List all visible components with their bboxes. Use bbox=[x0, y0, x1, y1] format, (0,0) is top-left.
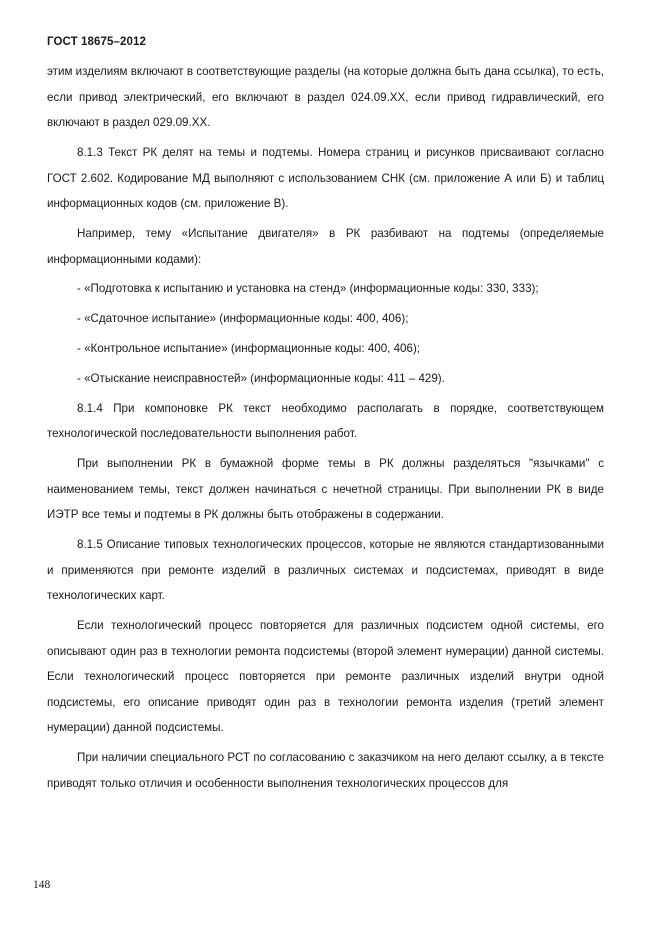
paragraph-clause-8-1-4: 8.1.4 При компоновке РК текст необходимо располагать в порядке, соответствующем технологической последовательности выполнения работ. bbox=[47, 401, 604, 441]
paragraph-repeated-process: Если технологический процесс повторяется для различных подсистем одной системы, его описывают один раз в технологии ремонта подсистемы (второй элемент нумерации) данной системы. Если технологический процесс повторяется при ремонте различных изделий внутри одной подсистемы, его описание приводят один раз в технологии ремонта изделия (третий элемент нумерации) данной подсистемы. bbox=[47, 619, 604, 735]
document-body bbox=[47, 59, 604, 796]
paragraph-example: Например, тему «Испытание двигателя» в РК разбивают на подтемы (определяемые информационными кодами): bbox=[47, 227, 604, 266]
paragraph-special-rst: При наличии специального РСТ по согласованию с заказчиком на него делают ссылку, а в тексте приводят только отличия и особенности выполнения технологических процессов для bbox=[47, 751, 604, 790]
list-item: - «Контрольное испытание» (информационные коды: 400, 406); bbox=[77, 341, 421, 355]
paragraph-clause-8-1-5: 8.1.5 Описание типовых технологических процессов, которые не являются стандартизованными и применяются при ремонте изделий в различных системах и подсистемах, приводят в виде технологических карт. bbox=[47, 538, 604, 603]
list-item: - «Сдаточное испытание» (информационные коды: 400, 406); bbox=[77, 312, 409, 326]
document-header: ГОСТ 18675–2012 bbox=[47, 36, 147, 48]
paragraph-paper-form: При выполнении РК в бумажной форме темы в РК должны разделяться "язычками" с наименованием темы, текст должен начинаться с нечетной страницы. При выполнении РК в виде ИЭТР все темы и подтемы в РК должны быть отображены в содержании. bbox=[47, 457, 604, 522]
paragraph-clause-8-1-3: 8.1.3 Текст РК делят на темы и подтемы. Номера страниц и рисунков присваивают согласно ГОСТ 2.602. Кодирование МД выполняют с использованием СНК (см. приложение А или Б) и таблиц информационных кодов (см. приложение В). bbox=[47, 146, 604, 210]
paragraph-continuation: этим изделиям включают в соответствующие разделы (на которые должна быть дана ссылка), то есть, если привод электрический, его включают в раздел 024.09.XX, если привод гидравлический, его включают в раздел 029.09.XX. bbox=[47, 65, 604, 129]
list-item: - «Отыскание неисправностей» (информационные коды: 411 – 429). bbox=[77, 371, 445, 385]
list-item: - «Подготовка к испытанию и установка на стенд» (информационные коды: 330, 333); bbox=[77, 282, 539, 296]
page-number: 148 bbox=[33, 879, 51, 891]
